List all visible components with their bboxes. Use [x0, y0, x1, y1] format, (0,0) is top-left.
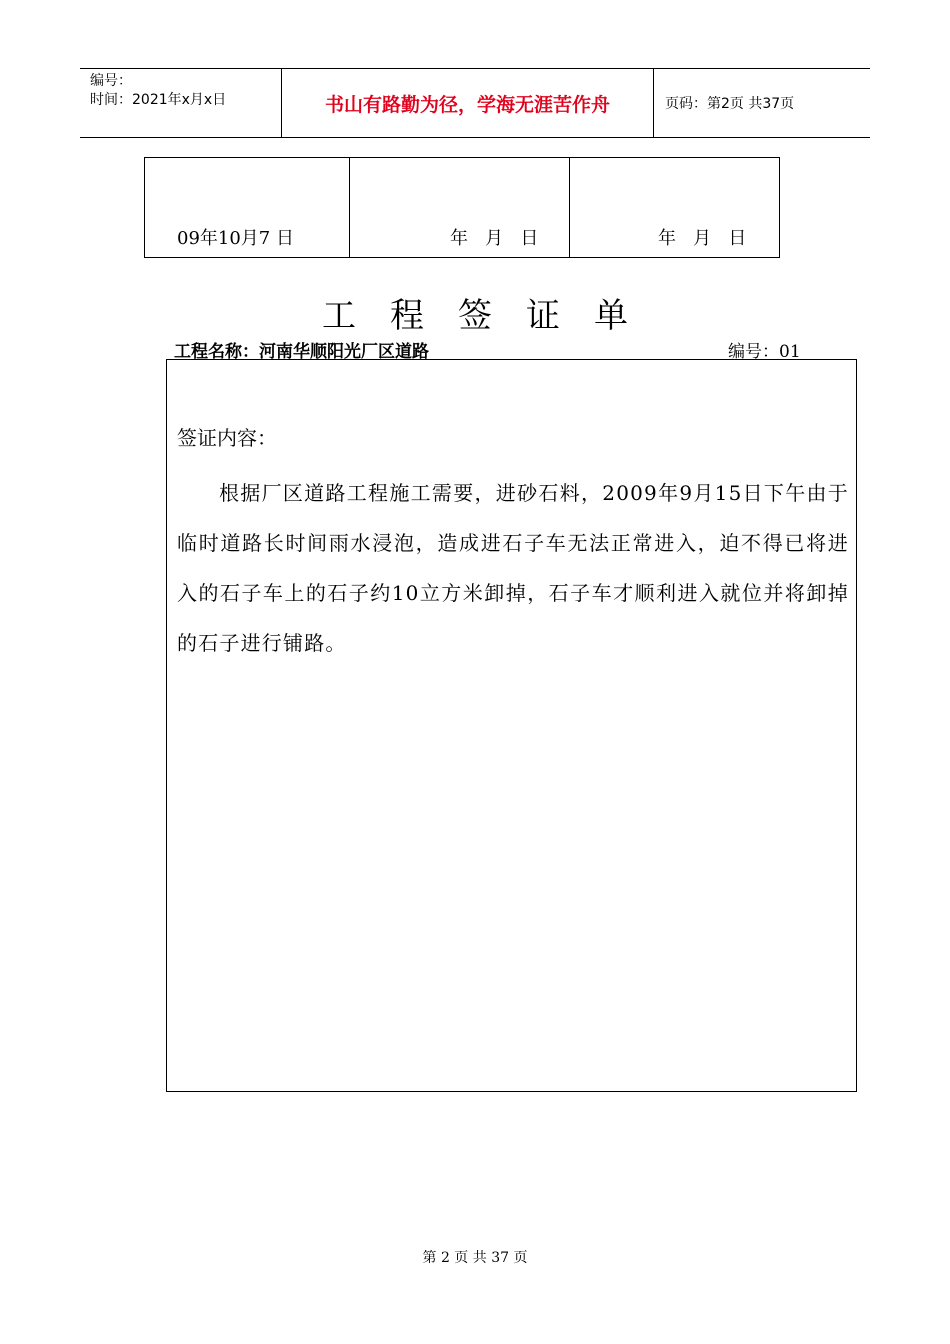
signature-date-3: 年 月 日 [658, 228, 747, 249]
content-body: 根据厂区道路工程施工需要，进砂石料，2009年9月15日下午由于临时道路长时间雨水浸泡，造成进石子车无法正常进入，迫不得已将进入的石子车上的石子约10立方米卸掉，石子车才顺利进入就位并将卸掉的石子进行铺路。 [177, 481, 849, 655]
signature-date-table [144, 157, 780, 258]
time-label: 时间：2021年x月x日 [90, 92, 227, 108]
page-footer: 第 2 页 共 37 页 [422, 1250, 528, 1266]
content-box [166, 359, 857, 1092]
motto-text: 书山有路勤为径，学海无涯苦作舟 [324, 93, 610, 116]
signature-date-1: 09年10月7 日 [177, 228, 294, 249]
signature-cell-3 [570, 158, 779, 257]
page-info: 页码：第2页 共37页 [665, 96, 795, 112]
page-header [80, 68, 870, 138]
header-meta [80, 69, 282, 137]
signature-date-2: 年 月 日 [450, 228, 539, 249]
document-number: 编号：01 [728, 342, 801, 362]
doc-number-label: 编号： [90, 73, 132, 89]
content-label: 签证内容： [177, 426, 277, 450]
signature-cell-1 [145, 158, 350, 257]
header-motto-cell [282, 69, 654, 137]
project-name: 工程名称：河南华顺阳光厂区道路 [174, 342, 429, 362]
signature-cell-2 [350, 158, 570, 257]
document-title: 工程签证单 [322, 296, 662, 336]
